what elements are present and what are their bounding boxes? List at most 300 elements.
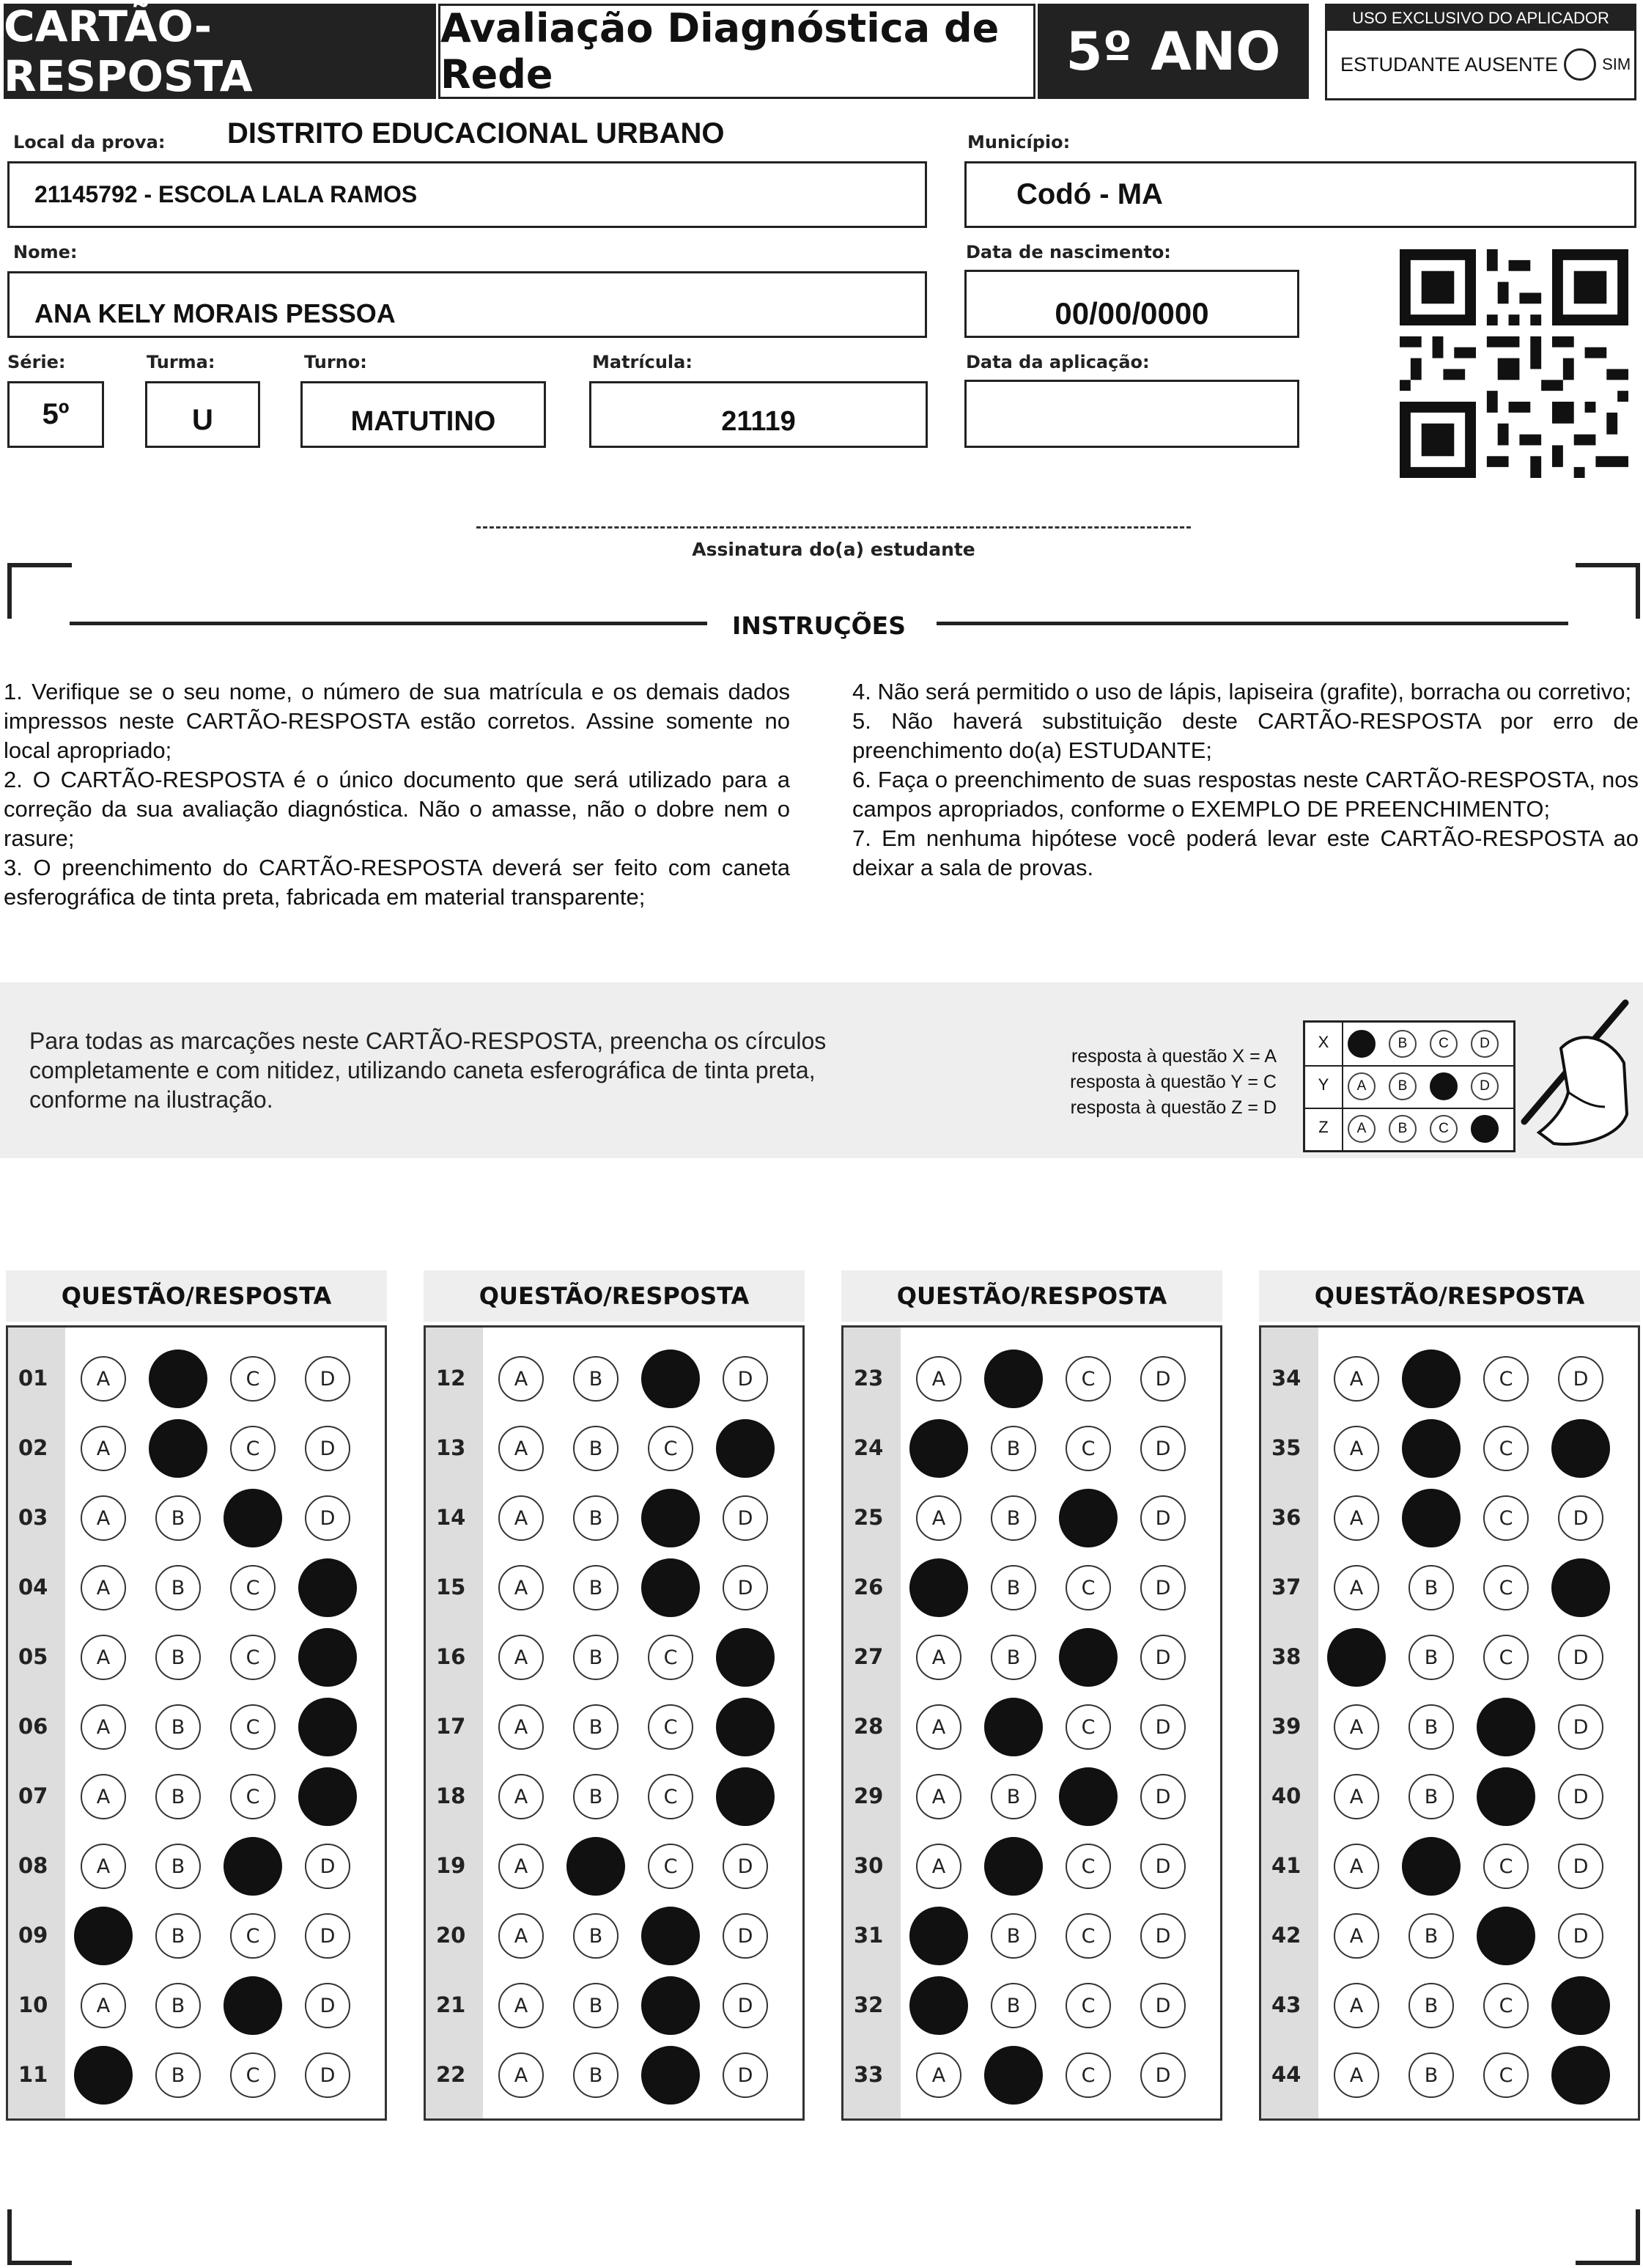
answer-bubble-24-c[interactable]: C (1066, 1426, 1111, 1471)
answer-bubble-23-c[interactable]: C (1066, 1356, 1111, 1402)
answer-bubble-13-a[interactable]: A (498, 1426, 544, 1471)
answer-bubble-15-d[interactable]: D (723, 1565, 768, 1610)
answer-bubble-43-c[interactable]: C (1483, 1983, 1529, 2028)
example-bubble-z-a: A (1348, 1115, 1376, 1143)
turno-label: Turno: (304, 352, 367, 372)
answer-bubble-23-b[interactable] (984, 1350, 1043, 1408)
turma-value: U (192, 404, 213, 436)
answer-bubble-19-b[interactable] (566, 1837, 625, 1896)
question-number: 42 (1271, 1923, 1302, 1948)
nascimento-value: 00/00/0000 (1055, 295, 1209, 331)
answer-bubble-04-c[interactable]: C (230, 1565, 276, 1610)
answer-bubble-25-b[interactable]: B (991, 1495, 1036, 1541)
answer-bubble-27-a[interactable]: A (916, 1635, 961, 1680)
question-number: 25 (854, 1505, 884, 1530)
question-number: 29 (854, 1783, 884, 1808)
answer-bubble-19-c[interactable]: C (648, 1844, 693, 1889)
answer-bubble-29-d[interactable]: D (1140, 1774, 1186, 1819)
absent-label: ESTUDANTE AUSENTE (1340, 53, 1559, 76)
answer-bubble-03-c[interactable] (224, 1489, 282, 1547)
answer-bubble-16-d[interactable] (716, 1628, 775, 1687)
answer-bubble-40-d[interactable]: D (1558, 1774, 1603, 1819)
answer-bubble-44-a[interactable]: A (1334, 2052, 1379, 2098)
answer-bubble-10-b[interactable]: B (155, 1983, 201, 2028)
example-row-label: X (1318, 1033, 1329, 1051)
answer-bubble-19-d[interactable]: D (723, 1844, 768, 1889)
example-row-label: Z (1318, 1118, 1329, 1136)
answer-bubble-04-a[interactable]: A (81, 1565, 126, 1610)
answer-bubble-18-b[interactable]: B (573, 1774, 619, 1819)
answer-bubble-41-d[interactable]: D (1558, 1844, 1603, 1889)
answer-bubble-08-a[interactable]: A (81, 1844, 126, 1889)
nome-field (7, 271, 927, 338)
answer-bubble-36-c[interactable]: C (1483, 1495, 1529, 1541)
question-number: 09 (18, 1923, 48, 1948)
answer-bubble-44-c[interactable]: C (1483, 2052, 1529, 2098)
answer-bubble-09-b[interactable]: B (155, 1913, 201, 1959)
answer-bubble-33-a[interactable]: A (916, 2052, 961, 2098)
example-legend-z: resposta à questão Z = D (1070, 1097, 1277, 1118)
turma-field (145, 381, 260, 448)
answer-bubble-32-d[interactable]: D (1140, 1983, 1186, 2028)
answer-bubble-26-a[interactable] (909, 1558, 968, 1617)
answer-bubble-07-d[interactable] (298, 1767, 357, 1826)
answer-panel-3 (841, 1325, 1222, 2121)
answer-bubble-28-b[interactable] (984, 1698, 1043, 1756)
qr-code (1398, 249, 1630, 478)
answer-bubble-43-b[interactable]: B (1408, 1983, 1454, 2028)
example-legend-x: resposta à questão X = A (1071, 1046, 1277, 1067)
question-number: 04 (18, 1575, 48, 1599)
answer-bubble-14-d[interactable]: D (723, 1495, 768, 1541)
answer-bubble-15-c[interactable] (641, 1558, 700, 1617)
applicator-box (1325, 4, 1636, 100)
answer-bubble-43-d[interactable] (1551, 1976, 1610, 2035)
local-value: 21145792 - ESCOLA LALA RAMOS (34, 181, 418, 207)
answer-bubble-02-c[interactable]: C (230, 1426, 276, 1471)
answer-bubble-17-b[interactable]: B (573, 1704, 619, 1750)
answer-bubble-35-a[interactable]: A (1334, 1426, 1379, 1471)
answer-bubble-11-b[interactable]: B (155, 2052, 201, 2098)
answer-bubble-20-b[interactable]: B (573, 1913, 619, 1959)
instruction-1: 1. Verifique se o seu nome, o número de sua matrícula e os demais dados impressos neste CARTÃO-RESPOSTA estão corretos. Assine somente no local apropriado; (4, 679, 790, 763)
answer-bubble-29-b[interactable]: B (991, 1774, 1036, 1819)
answer-bubble-21-c[interactable] (641, 1976, 700, 2035)
answer-bubble-06-c[interactable]: C (230, 1704, 276, 1750)
answer-bubble-22-d[interactable]: D (723, 2052, 768, 2098)
answer-bubble-38-d[interactable]: D (1558, 1635, 1603, 1680)
answer-panel-4 (1259, 1325, 1640, 2121)
instruction-6: 6. Faça o preenchimento de suas respostas neste CARTÃO-RESPOSTA, nos campos apropriados, conforme o EXEMPLO DE PREENCHIMENTO; (852, 767, 1639, 822)
answer-bubble-23-d[interactable]: D (1140, 1356, 1186, 1402)
answer-bubble-31-d[interactable]: D (1140, 1913, 1186, 1959)
matricula-field (589, 381, 928, 448)
question-number: 22 (436, 2062, 466, 2087)
answer-bubble-39-c[interactable] (1477, 1698, 1535, 1756)
answer-bubble-12-a[interactable]: A (498, 1356, 544, 1402)
answer-bubble-41-b[interactable] (1402, 1837, 1461, 1896)
instruction-4: 4. Não será permitido o uso de lápis, lapiseira (grafite), borracha ou corretivo; (852, 679, 1632, 704)
answer-bubble-40-c[interactable] (1477, 1767, 1535, 1826)
instruction-5: 5. Não haverá substituição deste CARTÃO-RESPOSTA por erro de preenchimento do(a) ESTUDANTE; (852, 708, 1639, 763)
answer-bubble-03-b[interactable]: B (155, 1495, 201, 1541)
answer-bubble-38-b[interactable]: B (1408, 1635, 1454, 1680)
answer-bubble-36-a[interactable]: A (1334, 1495, 1379, 1541)
answer-bubble-11-d[interactable]: D (305, 2052, 350, 2098)
panel-title-4: QUESTÃO/RESPOSTA (1259, 1270, 1640, 1322)
answer-bubble-44-d[interactable] (1551, 2046, 1610, 2105)
answer-bubble-25-d[interactable]: D (1140, 1495, 1186, 1541)
corner-mark-tr (1576, 563, 1640, 619)
answer-bubble-35-c[interactable]: C (1483, 1426, 1529, 1471)
answer-bubble-04-b[interactable]: B (155, 1565, 201, 1610)
municipio-value: Codó - MA (1016, 178, 1163, 210)
answer-bubble-17-c[interactable]: C (648, 1704, 693, 1750)
answer-bubble-36-d[interactable]: D (1558, 1495, 1603, 1541)
question-number: 35 (1271, 1435, 1302, 1460)
example-bubble-z-c: C (1430, 1115, 1458, 1143)
answer-bubble-21-d[interactable]: D (723, 1983, 768, 2028)
answer-bubble-38-a[interactable] (1327, 1628, 1386, 1687)
answer-bubble-42-d[interactable]: D (1558, 1913, 1603, 1959)
nome-label: Nome: (13, 242, 78, 262)
answer-bubble-26-c[interactable]: C (1066, 1565, 1111, 1610)
answer-bubble-40-a[interactable]: A (1334, 1774, 1379, 1819)
exam-title-block (438, 4, 1035, 99)
nascimento-label: Data de nascimento: (966, 242, 1171, 262)
question-number: 10 (18, 1992, 48, 2017)
instructions-right (852, 677, 1639, 883)
answer-bubble-08-d[interactable]: D (305, 1844, 350, 1889)
turma-label: Turma: (147, 352, 215, 372)
question-number: 39 (1271, 1714, 1302, 1739)
instructions-left (4, 677, 790, 912)
answer-bubble-39-d[interactable]: D (1558, 1704, 1603, 1750)
answer-bubble-26-d[interactable]: D (1140, 1565, 1186, 1610)
answer-bubble-08-c[interactable] (224, 1837, 282, 1896)
answer-bubble-40-b[interactable]: B (1408, 1774, 1454, 1819)
answer-bubble-31-b[interactable]: B (991, 1913, 1036, 1959)
answer-bubble-13-d[interactable] (716, 1419, 775, 1478)
answer-bubble-28-c[interactable]: C (1066, 1704, 1111, 1750)
answer-bubble-16-b[interactable]: B (573, 1635, 619, 1680)
example-bubble-x-d: D (1471, 1030, 1499, 1058)
answer-bubble-12-c[interactable] (641, 1350, 700, 1408)
question-number: 24 (854, 1435, 884, 1460)
answer-bubble-10-d[interactable]: D (305, 1983, 350, 2028)
answer-bubble-03-d[interactable]: D (305, 1495, 350, 1541)
answer-bubble-09-d[interactable]: D (305, 1913, 350, 1959)
answer-bubble-23-a[interactable]: A (916, 1356, 961, 1402)
instructions-rule-left (70, 622, 707, 625)
answer-bubble-14-b[interactable]: B (573, 1495, 619, 1541)
answer-bubble-02-d[interactable]: D (305, 1426, 350, 1471)
answer-bubble-01-a[interactable]: A (81, 1356, 126, 1402)
answer-bubble-29-a[interactable]: A (916, 1774, 961, 1819)
answer-bubble-32-c[interactable]: C (1066, 1983, 1111, 2028)
answer-bubble-11-c[interactable]: C (230, 2052, 276, 2098)
answer-bubble-20-a[interactable]: A (498, 1913, 544, 1959)
answer-bubble-07-c[interactable]: C (230, 1774, 276, 1819)
answer-bubble-06-b[interactable]: B (155, 1704, 201, 1750)
pen-hand-icon (1495, 997, 1634, 1158)
local-field (7, 161, 927, 228)
answer-bubble-33-d[interactable]: D (1140, 2052, 1186, 2098)
question-number: 01 (18, 1366, 48, 1391)
answer-bubble-06-d[interactable] (298, 1698, 357, 1756)
matricula-value: 21119 (721, 406, 796, 437)
answer-bubble-01-c[interactable]: C (230, 1356, 276, 1402)
question-number: 26 (854, 1575, 884, 1599)
question-number: 07 (18, 1783, 48, 1808)
answer-bubble-30-c[interactable]: C (1066, 1844, 1111, 1889)
question-number: 40 (1271, 1783, 1302, 1808)
answer-bubble-17-d[interactable] (716, 1698, 775, 1756)
answer-bubble-37-a[interactable]: A (1334, 1565, 1379, 1610)
example-bubble-y-a: A (1348, 1072, 1376, 1100)
panel-title-2: QUESTÃO/RESPOSTA (424, 1270, 805, 1322)
answer-bubble-16-c[interactable]: C (648, 1635, 693, 1680)
answer-bubble-22-a[interactable]: A (498, 2052, 544, 2098)
question-number: 20 (436, 1923, 466, 1948)
nome-value: ANA KELY MORAIS PESSOA (34, 298, 396, 328)
corner-mark-tl (7, 563, 72, 619)
answer-panel-1 (6, 1325, 387, 2121)
instructions-rule-right (937, 622, 1568, 625)
example-bubble-x-c: C (1430, 1030, 1458, 1058)
question-number: 19 (436, 1853, 466, 1878)
answer-bubble-34-b[interactable] (1402, 1350, 1461, 1408)
question-number: 14 (436, 1505, 466, 1530)
serie-value: 5º (42, 398, 70, 430)
question-number: 11 (18, 2062, 48, 2087)
example-text: Para todas as marcações neste CARTÃO-RESPOSTA, preencha os círculos completamente e com nitidez, utilizando caneta esferográfica de tinta preta, conforme na ilustração. (29, 1028, 827, 1113)
panel-title-1: QUESTÃO/RESPOSTA (6, 1270, 387, 1322)
answer-bubble-29-c[interactable] (1059, 1767, 1118, 1826)
nascimento-field (964, 270, 1299, 338)
answer-bubble-27-d[interactable]: D (1140, 1635, 1186, 1680)
answer-bubble-17-a[interactable]: A (498, 1704, 544, 1750)
aplicacao-label: Data da aplicação: (966, 352, 1150, 372)
answer-bubble-34-c[interactable]: C (1483, 1356, 1529, 1402)
answer-bubble-18-d[interactable] (716, 1767, 775, 1826)
question-number: 13 (436, 1435, 466, 1460)
example-bubble-y-d: D (1471, 1072, 1499, 1100)
matricula-label: Matrícula: (592, 352, 693, 372)
panel-title-3: QUESTÃO/RESPOSTA (841, 1270, 1222, 1322)
answer-bubble-41-c[interactable]: C (1483, 1844, 1529, 1889)
answer-bubble-02-a[interactable]: A (81, 1426, 126, 1471)
answer-bubble-44-b[interactable]: B (1408, 2052, 1454, 2098)
municipio-field (964, 161, 1636, 228)
question-number: 36 (1271, 1505, 1302, 1530)
answer-bubble-26-b[interactable]: B (991, 1565, 1036, 1610)
answer-bubble-14-c[interactable] (641, 1489, 700, 1547)
card-title: CARTÃO-RESPOSTA (4, 1, 253, 101)
example-legend-y: resposta à questão Y = C (1070, 1072, 1277, 1092)
serie-field (7, 381, 104, 448)
example-bubble-x-b: B (1389, 1030, 1417, 1058)
answer-bubble-34-d[interactable]: D (1558, 1356, 1603, 1402)
answer-bubble-39-b[interactable]: B (1408, 1704, 1454, 1750)
local-region: DISTRITO EDUCACIONAL URBANO (227, 117, 725, 150)
answer-bubble-12-d[interactable]: D (723, 1356, 768, 1402)
answer-bubble-20-c[interactable] (641, 1907, 700, 1965)
question-number: 05 (18, 1644, 48, 1669)
question-number: 28 (854, 1714, 884, 1739)
question-number: 41 (1271, 1853, 1302, 1878)
example-row-label: Y (1318, 1075, 1329, 1094)
answer-bubble-30-a[interactable]: A (916, 1844, 961, 1889)
question-number: 27 (854, 1644, 884, 1669)
answer-bubble-33-c[interactable]: C (1066, 2052, 1111, 2098)
answer-bubble-35-b[interactable] (1402, 1419, 1461, 1478)
answer-bubble-27-b[interactable]: B (991, 1635, 1036, 1680)
instructions-title: INSTRUÇÕES (732, 611, 906, 640)
question-number: 17 (436, 1714, 466, 1739)
answer-bubble-30-d[interactable]: D (1140, 1844, 1186, 1889)
answer-bubble-37-d[interactable] (1551, 1558, 1610, 1617)
answer-bubble-25-c[interactable] (1059, 1489, 1118, 1547)
grade-title: 5º ANO (1066, 21, 1281, 82)
answer-bubble-10-c[interactable] (224, 1976, 282, 2035)
answer-bubble-05-a[interactable]: A (81, 1635, 126, 1680)
answer-bubble-13-b[interactable]: B (573, 1426, 619, 1471)
example-bubble-z-b: B (1389, 1115, 1417, 1143)
answer-bubble-14-a[interactable]: A (498, 1495, 544, 1541)
question-number: 16 (436, 1644, 466, 1669)
answer-bubble-07-b[interactable]: B (155, 1774, 201, 1819)
answer-bubble-12-b[interactable]: B (573, 1356, 619, 1402)
municipio-label: Município: (967, 132, 1071, 152)
question-number: 30 (854, 1853, 884, 1878)
answer-bubble-06-a[interactable]: A (81, 1704, 126, 1750)
answer-bubble-35-d[interactable] (1551, 1419, 1610, 1478)
answer-bubble-21-a[interactable]: A (498, 1983, 544, 2028)
answer-bubble-19-a[interactable]: A (498, 1844, 544, 1889)
corner-mark-br (1576, 2209, 1640, 2265)
answer-bubble-01-b[interactable] (149, 1350, 207, 1408)
question-number: 34 (1271, 1366, 1302, 1391)
question-number: 18 (436, 1783, 466, 1808)
absent-checkbox[interactable] (1564, 48, 1596, 81)
answer-bubble-11-a[interactable] (74, 2046, 133, 2105)
answer-bubble-24-b[interactable]: B (991, 1426, 1036, 1471)
answer-bubble-24-a[interactable] (909, 1419, 968, 1478)
answer-bubble-37-b[interactable]: B (1408, 1565, 1454, 1610)
answer-bubble-25-a[interactable]: A (916, 1495, 961, 1541)
answer-bubble-37-c[interactable]: C (1483, 1565, 1529, 1610)
question-number: 21 (436, 1992, 466, 2017)
answer-bubble-22-c[interactable] (641, 2046, 700, 2105)
answer-bubble-22-b[interactable]: B (573, 2052, 619, 2098)
question-number: 33 (854, 2062, 884, 2087)
answer-bubble-04-d[interactable] (298, 1558, 357, 1617)
question-number: 31 (854, 1923, 884, 1948)
answer-bubble-03-a[interactable]: A (81, 1495, 126, 1541)
answer-bubble-05-b[interactable]: B (155, 1635, 201, 1680)
answer-bubble-32-a[interactable] (909, 1976, 968, 2035)
answer-bubble-18-c[interactable]: C (648, 1774, 693, 1819)
card-title-block (4, 1, 436, 101)
answer-bubble-31-a[interactable] (909, 1907, 968, 1965)
answer-bubble-33-b[interactable] (984, 2046, 1043, 2105)
answer-bubble-05-c[interactable]: C (230, 1635, 276, 1680)
answer-bubble-15-a[interactable]: A (498, 1565, 544, 1610)
answer-bubble-09-a[interactable] (74, 1907, 133, 1965)
applicator-label: USO EXCLUSIVO DO APLICADOR (1327, 6, 1634, 31)
example-bubble-y-b: B (1389, 1072, 1417, 1100)
answer-bubble-20-d[interactable]: D (723, 1913, 768, 1959)
answer-bubble-38-c[interactable]: C (1483, 1635, 1529, 1680)
question-number: 23 (854, 1366, 884, 1391)
answer-bubble-05-d[interactable] (298, 1628, 357, 1687)
answer-bubble-31-c[interactable]: C (1066, 1913, 1111, 1959)
question-number: 08 (18, 1853, 48, 1878)
answer-bubble-01-d[interactable]: D (305, 1356, 350, 1402)
signature-line[interactable] (476, 526, 1191, 529)
instruction-3: 3. O preenchimento do CARTÃO-RESPOSTA deverá ser feito com caneta esferográfica de tinta preta, fabricada em material transparente; (4, 855, 790, 910)
answer-bubble-34-a[interactable]: A (1334, 1356, 1379, 1402)
answer-bubble-07-a[interactable]: A (81, 1774, 126, 1819)
answer-bubble-10-a[interactable]: A (81, 1983, 126, 2028)
question-number: 44 (1271, 2062, 1302, 2087)
answer-bubble-42-b[interactable]: B (1408, 1913, 1454, 1959)
instruction-7: 7. Em nenhuma hipótese você poderá levar este CARTÃO-RESPOSTA ao deixar a sala de provas. (852, 825, 1639, 880)
answer-bubble-42-a[interactable]: A (1334, 1913, 1379, 1959)
answer-bubble-18-a[interactable]: A (498, 1774, 544, 1819)
question-number: 43 (1271, 1992, 1302, 2017)
answer-bubble-16-a[interactable]: A (498, 1635, 544, 1680)
example-grid (1303, 1020, 1515, 1152)
question-number: 06 (18, 1714, 48, 1739)
answer-bubble-28-a[interactable]: A (916, 1704, 961, 1750)
local-label: Local da prova: (13, 132, 166, 152)
aplicacao-field[interactable] (964, 380, 1299, 448)
signature-label: Assinatura do(a) estudante (692, 539, 975, 560)
answer-bubble-02-b[interactable] (149, 1419, 207, 1478)
instruction-2: 2. O CARTÃO-RESPOSTA é o único documento que será utilizado para a correção da sua avaliação diagnóstica. Não o amasse, não o dobre nem o rasure; (4, 767, 790, 851)
answer-bubble-24-d[interactable]: D (1140, 1426, 1186, 1471)
serie-label: Série: (7, 352, 66, 372)
example-bubble-y-c (1430, 1072, 1458, 1100)
answer-bubble-41-a[interactable]: A (1334, 1844, 1379, 1889)
grade-title-block (1038, 4, 1309, 99)
answer-bubble-43-a[interactable]: A (1334, 1983, 1379, 2028)
question-number: 37 (1271, 1575, 1302, 1599)
answer-bubble-30-b[interactable] (984, 1837, 1043, 1896)
answer-bubble-21-b[interactable]: B (573, 1983, 619, 2028)
answer-bubble-39-a[interactable]: A (1334, 1704, 1379, 1750)
answer-bubble-32-b[interactable]: B (991, 1983, 1036, 2028)
question-number: 02 (18, 1435, 48, 1460)
answer-panel-2 (424, 1325, 805, 2121)
answer-bubble-15-b[interactable]: B (573, 1565, 619, 1610)
turno-value: MATUTINO (350, 406, 496, 437)
absent-option: SIM (1602, 55, 1631, 73)
answer-bubble-08-b[interactable]: B (155, 1844, 201, 1889)
question-number: 32 (854, 1992, 884, 2017)
answer-bubble-42-c[interactable] (1477, 1907, 1535, 1965)
answer-bubble-13-c[interactable]: C (648, 1426, 693, 1471)
turno-field (300, 381, 546, 448)
answer-bubble-28-d[interactable]: D (1140, 1704, 1186, 1750)
answer-bubble-09-c[interactable]: C (230, 1913, 276, 1959)
answer-bubble-36-b[interactable] (1402, 1489, 1461, 1547)
corner-mark-bl (7, 2209, 72, 2265)
question-number: 38 (1271, 1644, 1302, 1669)
answer-bubble-27-c[interactable] (1059, 1628, 1118, 1687)
